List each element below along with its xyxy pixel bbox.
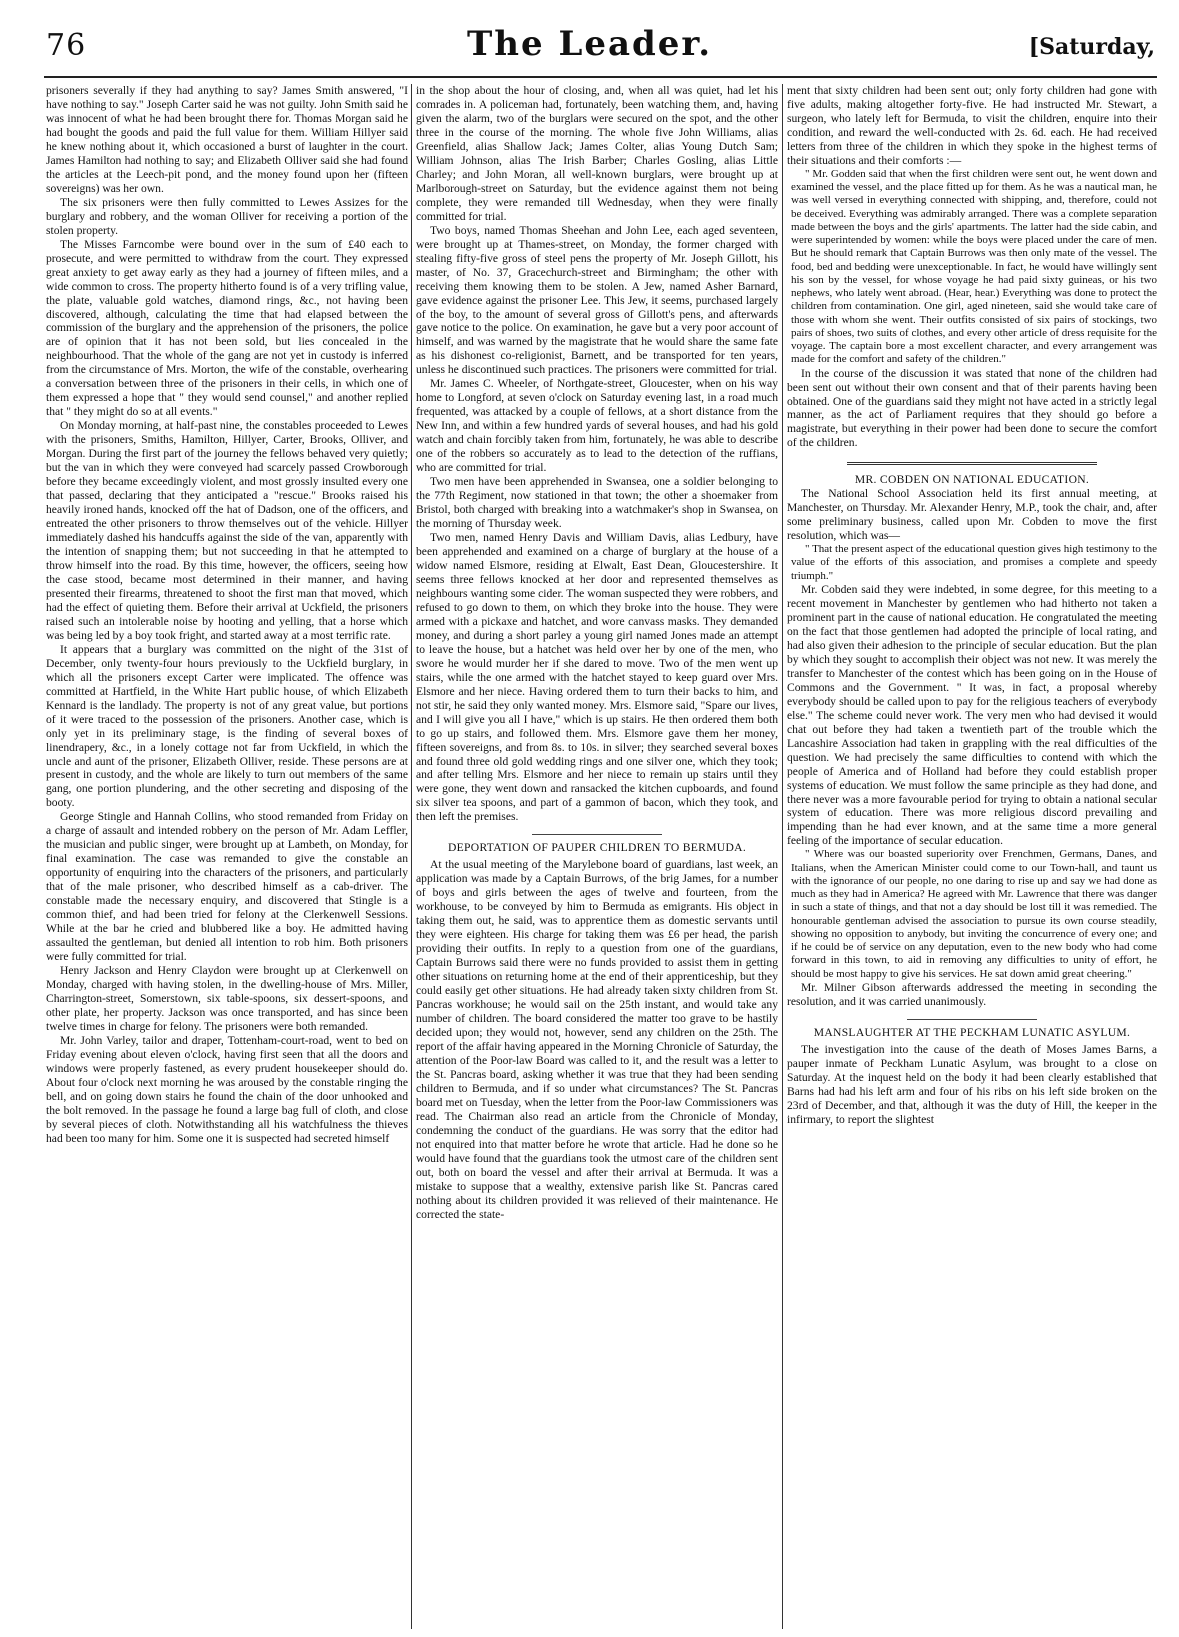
section-title: MANSLAUGHTER AT THE PECKHAM LUNATIC ASYLUM.	[813, 1025, 1131, 1039]
quoted-paragraph: " Mr. Godden said that when the first children were sent out, he went down and examined the vessel, and the place fitted up for them. As he was a nautical man, he was well versed in everything connected with shipping, and, therefore, could not be deceived. Everything was admirably arranged. There was a complete separation made between the boys and the girls' apartments. The latter had the side cabin, and were superintended by women: while the boys were placed under the care of men. But he should remark that Captain Burrows was then only mate of the vessel. The food, bed and bedding were unexceptionable. In fact, he would have willingly sent his son by the vessel, for whose voyage he had paid sixty guineas, or his two nephews, who lately went abroad. (Hear, hear.) Everything was done to protect the children from contamination. One girl, aged nineteen, said she would take care of those with whom she went. Their outfits consisted of six pairs of stockings, two pairs of shoes, two suits of clothes, and every other article of dress requisite for the voyage. The captain bore a most excellent character, and every arrangement was made for the comfort and safety of the children."	[791, 167, 1157, 366]
paragraph: Mr. Cobden said they were indebted, in some degree, for this meeting to a recent movement in Manchester by gentlemen who had hitherto not taken a prominent part in the cause of national education. He congratulated the meeting on the fact that those gentlemen had adopted the principle of local rating, and had also given their adhesion to the principle of secular education. But the plan by which they sought to accomplish their object was not new. It was merely the transfer to Manchester of the contest which has been going on in the House of Commons and the Government. " It was, in fact, a proposal whereby everybody should be called upon to pay for the religious teachers of everybody else." The scheme could never work. The very men who had devised it would chat out before they had taken a twentieth part of the trouble which the Lancashire Association had taken in grappling with the real difficulties of the question. We had precisely the same difficulties to contend with which the people of America and of Holland had before they could establish proper systems of education. We must follow the same principle as they had done, and there never was a more favourable period for trying to obtain a national secular system of education. There was more religious discord prevailing and impending than he had ever known, and at the same time a more general feeling of the importance of secular education.	[787, 582, 1157, 848]
paragraph: Mr. John Varley, tailor and draper, Tottenham-court-road, went to bed on Friday evening about eleven o'clock, having first seen that all the doors and windows were properly fastened, as every prudent housekeeper should do. About four o'clock next morning he was aroused by the constable ringing the bell, and on going down stairs he found the chain of the door unhooked and the bolt removed. In the passage he found a large bag full of cloth, and close by several pieces of cloth. Notwithstanding all his watchfulness the thieves had been too many for him. Some one it is suspected had secreted himself	[46, 1033, 408, 1145]
column-divider	[782, 84, 783, 1629]
quoted-paragraph: " Where was our boasted superiority over Frenchmen, Germans, Danes, and Italians, when the American Minister could come to our Town-hall, and taunt us with the ignorance of our people, no one daring to rise up and say we had done as much as they had in America? He agreed with Mr. Lawrence that there was danger in such a state of things, and that not a day should be lost till it was remedied. The honourable gentleman advised the association to pursue its own course steadily, showing no opposition to anybody, but inviting the concurrence of every one; and if he could be of service on any deputation, even to the new body who had come forward in this town, to aid in removing any difficulties to unity of effort, he should be most happy to give his services. He sat down amid great cheering."	[791, 848, 1157, 980]
section-heading-block	[787, 1019, 1157, 1040]
section-title: DEPORTATION OF PAUPER CHILDREN TO BERMUDA.	[447, 841, 747, 855]
section-rule	[532, 834, 662, 835]
paragraph: Mr. James C. Wheeler, of Northgate-street, Gloucester, when on his way home to Longford, at seven o'clock on Saturday evening last, in a road much frequented, was attacked by a couple of fellows, at a short distance from the New Inn, and within a few hundred yards of several houses, and had his gold watch and chain forcibly taken from him, fortunately, he was able to describe one of the robbers so accurately as to lead to the detection of the ruffians, who are committed for trial.	[416, 377, 778, 475]
paragraph: The investigation into the cause of the death of Moses James Barns, a pauper inmate of Peckham Lunatic Asylum, was brought to a close on Saturday. At the inquest held on the body it had been clearly established that Barns had had his left arm and four of his ribs on his left side broken on the 23rd of December, and that, although it was the duty of Hill, the keeper in the infirmary, to report the slightest	[787, 1042, 1157, 1126]
paragraph: Mr. Milner Gibson afterwards addressed the meeting in seconding the resolution, and it was carried unanimously.	[787, 980, 1157, 1008]
paragraph: in the shop about the hour of closing, and, when all was quiet, had let his comrades in. A policeman had, fortunately, been watching them, and, having given the alarm, two of the burglars were secured on the spot, and the other three in the course of the morning. The whole five John Williams, alias Greenfield, alias Shallow Jack; James Colter, alias Young Dutch Sam; William Johnson, alias The Irish Barber; Charles Gosling, alias Little Charley; and John Moran, all well-known burglars, were brought up at Marlborough-street on Saturday, but the evidence against them not being complete, they were remanded till Wednesday, when they were finally committed for trial.	[416, 84, 778, 223]
paragraph: ment that sixty children had been sent out; only forty children had gone with five adults, making altogether forty-five. He had instructed Mr. Stewart, a surgeon, who lately left for Bermuda, to visit the children, enquire into their condition, and reward the well-conducted with 2s. 6d. each. He had received letters from three of the children in which they spoke in the highest terms of their situations and their comforts :—	[787, 84, 1157, 167]
paragraph: Two boys, named Thomas Sheehan and John Lee, each aged seventeen, were brought up at Thames-street, on Monday, the former charged with stealing fifty-five gross of steel pens the property of Mr. Joseph Gillott, his master, of No. 37, Gracechurch-street and Birmingham; the other with receiving them knowing them to be stolen. A Jew, named Asher Barnard, gave evidence against the prisoner Lee. This Jew, it seems, purchased largely of the boy, to the amount of several gross of Gillott's pens, and afterwards gave notice to the police. On examination, he gave but a very poor account of himself, and was warned by the magistrate that he would share the same fate as his dishonest co-religionist, Barnett, and be transported for ten years, unless he discontinued such practices. The prisoners were committed for trial.	[416, 223, 778, 377]
paragraph: On Monday morning, at half-past nine, the constables proceeded to Lewes with the prisoners, Smiths, Hamilton, Hillyer, Carter, Brooks, Olliver, and Morgan. During the first part of the journey the fellows behaved very quietly; but the van in which they were conveyed had scarcely passed Crowborough before they became exceedingly violent, and most grossly insulted every one that passed, declaring that they anticipated a "rescue." Brooks raised his heavily ironed hands, knocked off the hat of Dadson, one of the officers, and entreated the other prisoners to throw themselves out of the vehicle. Hillyer immediately dashed his handcuffs against the side of the van, apparently with the intention of snapping them; but not succeeding in that he attempted to throw himself into the road. By this time, however, the officers, seeing how the case stood, became most determined in their manner, and having presented their firearms, threatened to shoot the first man that moved, which had the effect of quieting them. Before their arrival at Uckfield, the prisoners raised such an intolerable noise by hooting and yelling, that a horse which was being led by a boy took fright, and started away at a most terrific rate.	[46, 419, 408, 642]
paragraph: The six prisoners were then fully committed to Lewes Assizes for the burglary and robbery, and the woman Olliver for receiving a portion of the stolen property.	[46, 195, 408, 237]
paragraph: It appears that a burglary was committed on the night of the 31st of December, only twenty-four hours previously to the Uckfield burglary, in which all the prisoners except Carter were implicated. The offence was committed at Hartfield, in the White Hart public house, of which Elizabeth Kennard is the landlady. The property is not of any great value, but portions of it were traced to the possession of the prisoners. Another case, which is only yet in its preliminary stage, is the finding of several boxes of linendrapery, &c., in a lonely cottage not far from Uckfield, in which the uncle and aunt of the prisoner, Elizabeth Olliver, reside. These persons are at present in custody, and the whole are likely to turn out members of the same gang, one portion plundering, and the other secreting and disposing of the booty.	[46, 642, 408, 810]
paragraph: Two men, named Henry Davis and William Davis, alias Ledbury, have been apprehended and examined on a charge of burglary at the house of a widow named Elsmore, residing at Elwalt, East Dean, Gloucestershire. It seems three fellows knocked at her door and represented themselves as neighbours wanting some cider. The woman suspected they were robbers, and refused to go down to them, on which they broke into the house. They were armed with a pickaxe and hatchet, and wore canvass masks. They demanded money, and during a short parley a young girl named Jones made an attempt to leave the house, but a hatchet was held over her by one of the men, who swore he would murder her if she dared to move. Two of the men went up stairs, while the one armed with the hatchet stayed to keep guard over Mrs. Elsmore and her niece. Having ordered them to turn their backs to him, and not stir, he said they only wanted money. Mrs. Elsmore said, "Spare our lives, and I will give you all I have," which is up stairs. He then ordered them both to go up stairs, and followed them. Mrs. Elsmore gave them her money, fifteen sovereigns, and from 8s. to 10s. in silver; they searched several boxes and found three old gold wedding rings and one silver one, which they took; and after telling Mrs. Elsmore and her niece to remain up stairs until they were gone, they went down and ransacked the kitchen cupboards, and found six silver tea spoons, and part of a gammon of bacon, which they took, and then left the premises.	[416, 531, 778, 824]
paragraph: George Stingle and Hannah Collins, who stood remanded from Friday on a charge of assault and intended robbery on the person of Mr. Adam Leffler, the musician and public singer, were brought up at Lambeth, on Monday, for final examination. The case was remanded to give the constable an opportunity of enquiring into the characters of the prisoners, and particularly that of the male prisoner, who described himself as a cab-driver. The constable made the necessary enquiry, and discovered that Stingle is a common thief, and had been tried for felony at the Clerkenwell Sessions. While at the bar he cried and blubbered like a boy. He admitted having assaulted the gentleman, but denied all intention to rob him. Both prisoners were fully committed for trial.	[46, 810, 408, 964]
quoted-paragraph: " That the present aspect of the educational question gives high testimony to the value of the efforts of this association, and promises a complete and speedy triumph."	[791, 543, 1157, 582]
section-separator	[847, 462, 1097, 465]
page-header	[0, 0, 1179, 78]
page-number: 76	[46, 28, 87, 63]
section-heading-block	[416, 834, 778, 855]
header-day: [Saturday,	[1028, 34, 1155, 60]
paragraph: Two men have been apprehended in Swansea, one a soldier belonging to the 77th Regiment, now stationed in that town; the other a shoemaker from Bristol, both charged with breaking into a watchmaker's shop in Swansea, on the morning of Thursday week.	[416, 475, 778, 531]
header-rule	[44, 76, 1157, 78]
column-divider	[411, 84, 412, 1629]
column-1	[46, 84, 408, 1629]
section-rule	[907, 1019, 1037, 1020]
masthead-title: The Leader.	[466, 24, 713, 64]
paragraph: In the course of the discussion it was stated that none of the children had been sent out without their own consent and that of their parents having been obtained. One of the guardians said they might not have acted in a strictly legal manner, as the act of Parliament requires that they should go before a magistrate, but everything in their power had been done to secure the comfort of the children.	[787, 366, 1157, 450]
paragraph: prisoners severally if they had anything to say? James Smith answered, "I have nothing to say." Joseph Carter said he was not guilty. John Smith said he was innocent of what he had been brought there for. Thomas Morgan said he had bought the goods and paid the full value for them. William Hillyer said he knew nothing about it, which occasioned a burst of laughter in the court. James Hamilton had nothing to say; and Elizabeth Olliver said she had found the articles at the Leech-pit pond, and the money found upon her (fifteen sovereigns) was her own.	[46, 84, 408, 195]
paragraph: At the usual meeting of the Marylebone board of guardians, last week, an application was made by a Captain Burrows, of the brig James, for a number of boys and girls between the ages of twelve and fourteen, from the workhouse, to be conveyed by him to Bermuda as emigrants. His object in taking them out, he said, was to apprentice them as domestic servants until they were eighteen. His charge for taking them was £6 per head, the parish providing their outfits. In reply to a question from one of the guardians, Captain Burrows said there were no funds provided to assist them in getting other situations on returning home at the end of their apprenticeship, but they could easily get other situations. He had already taken sixty children from St. Pancras workhouse; he would sail on the 25th instant, and would take any number of children. The board considered the matter too grave to be hastily decided upon; they would not, however, send any children on the 25th. The report of the affair having appeared in the Morning Chronicle of Saturday, the attention of the Poor-law Board was called to it, and the result was a letter to the St. Pancras board, asking whether it was true that they had been sending children to Bermuda, and if so under what circumstances? The St. Pancras board met on Tuesday, when the letter from the Poor-law Commissioners was read. The Chairman also read an article from the Chronicle of Monday, condemning the conduct of the guardians. He was sorry that the editor had not enquired into that matter before he wrote that article. Had he done so he would have found that the guardians took the utmost care of the children sent out, both on board the vessel and after their arrival at Bermuda. It was a mistake to suppose that a wealthy, extensive parish like St. Pancras cared nothing about its children provided it was relieved of their maintenance. He corrected the state-	[416, 858, 778, 1221]
paragraph: The National School Association held its first annual meeting, at Manchester, on Thursday. Mr. Alexander Henry, M.P., took the chair, and, after some preliminary business, called upon Mr. Cobden to move the first resolution, which was—	[787, 487, 1157, 543]
column-2	[416, 84, 778, 1629]
section-title: MR. COBDEN ON NATIONAL EDUCATION.	[854, 473, 1090, 487]
column-3	[787, 84, 1157, 1629]
paragraph: The Misses Farncombe were bound over in the sum of £40 each to prosecute, and were permitted to withdraw from the court. They expressed great anxiety to get away early as they had a journey of fifteen miles, and a wide common to cross. The property hitherto found is of a very trifling value, the plate, valuable gold watches, diamond rings, &c., not having been discovered, although, calculating the time that had elapsed between the commission of the burglary and the apprehension of the prisoners, the police are of opinion that it has not been sold, but lies concealed in the neighbourhood. That the whole of the gang are not yet in custody is inferred from the circumstance of Mrs. Morton, the wife of the constable, overhearing a conversation between three of the prisoners in their cells, in which one of them expressed a hope that " they would send counsel," and another replied that " they might do so at all events."	[46, 237, 408, 419]
paragraph: Henry Jackson and Henry Claydon were brought up at Clerkenwell on Monday, charged with having stolen, in the dwelling-house of Mrs. Miller, Charrington-street, Somerstown, six table-spoons, six dessert-spoons, and other plate, her property. Jackson was once transported, and has since been twelve times in charge for felony. The prisoners were both remanded.	[46, 964, 408, 1033]
